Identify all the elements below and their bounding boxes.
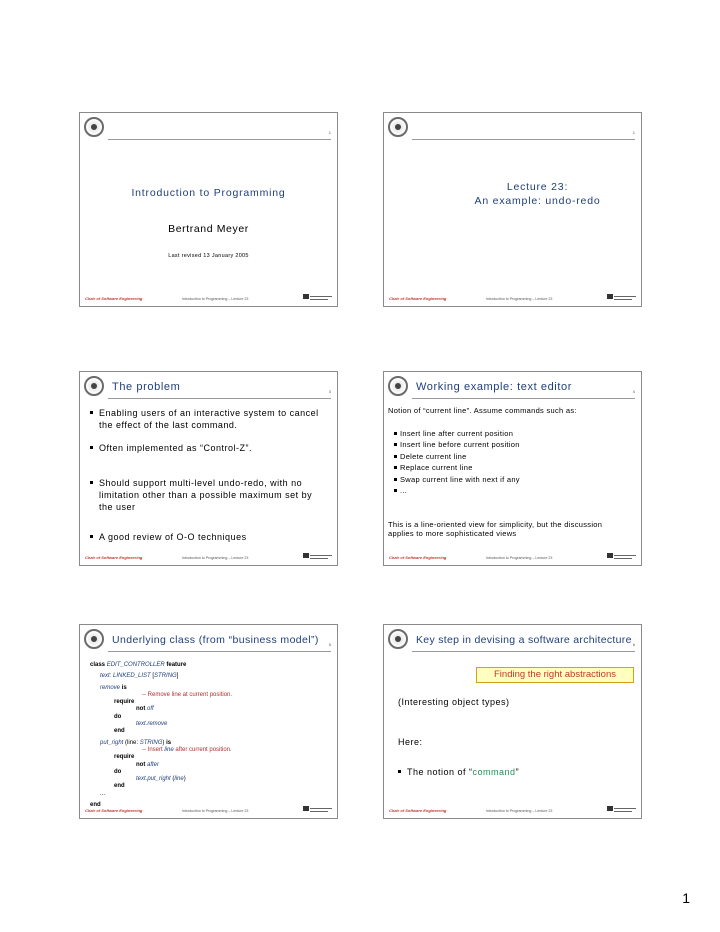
slide-title: Introduction to Programming <box>131 187 286 199</box>
slide-title: Underlying class (from “business model”) <box>112 634 319 646</box>
eth-logo-icon <box>84 629 104 649</box>
eth-logo-icon <box>84 376 104 396</box>
slide-3 <box>79 371 338 566</box>
slide-number: 1 <box>632 130 635 135</box>
header-rule <box>108 398 331 399</box>
footer-chair: Chair of Software Engineering <box>389 555 447 560</box>
eth-logo-icon <box>388 117 408 137</box>
slide-number: 3 <box>328 389 331 394</box>
command-item: Insert line after current position <box>394 429 513 438</box>
header-rule <box>412 398 635 399</box>
slide-6 <box>383 624 642 819</box>
footer-chair: Chair of Software Engineering <box>85 808 143 813</box>
author-name: Bertrand Meyer <box>168 223 249 235</box>
here-label: Here: <box>398 737 423 747</box>
intro-text: Notion of “current line”. Assume commands such as: <box>388 406 577 415</box>
eth-wordmark-icon <box>607 553 636 561</box>
slide-footer <box>389 552 636 561</box>
slide-footer <box>85 805 332 814</box>
footer-chair: Chair of Software Engineering <box>389 808 447 813</box>
footer-course: Introduction to Programming – Lecture 23 <box>486 809 553 813</box>
footer-chair: Chair of Software Engineering <box>85 555 143 560</box>
footer-course: Introduction to Programming – Lecture 23 <box>182 809 249 813</box>
bullet-item: Often implemented as “Control-Z”. <box>90 442 330 454</box>
slide-footer <box>389 293 636 302</box>
eth-logo-icon <box>388 629 408 649</box>
slide-footer <box>85 293 332 302</box>
eth-wordmark-icon <box>607 294 636 302</box>
command-item: ... <box>394 486 407 495</box>
slide-number: 4 <box>632 389 635 394</box>
footer-course: Introduction to Programming – Lecture 23 <box>182 297 249 301</box>
header-rule <box>108 139 331 140</box>
command-item: Replace current line <box>394 463 473 472</box>
eth-logo-icon <box>388 376 408 396</box>
command-item: Delete current line <box>394 452 467 461</box>
bullet-item: A good review of O-O techniques <box>90 531 330 543</box>
outro-text: This is a line-oriented view for simplicity, but the discussion applies to more sophisticated views <box>388 520 603 538</box>
eth-wordmark-icon <box>303 553 332 561</box>
footer-chair: Chair of Software Engineering <box>85 296 143 301</box>
command-item: Insert line before current position <box>394 440 520 449</box>
slide-number: 6 <box>632 642 635 647</box>
slide-title: Working example: text editor <box>416 381 572 393</box>
page-number: 1 <box>682 890 690 906</box>
slide-footer <box>85 552 332 561</box>
slide-2 <box>383 112 642 307</box>
command-keyword: command <box>472 767 516 777</box>
slide-title: The problem <box>112 381 181 393</box>
slide-5 <box>79 624 338 819</box>
slide-footer <box>389 805 636 814</box>
code-block: class EDIT_CONTROLLER feature text: LINKED_LIST [STRING] remove is -- Remove line at current position. require not off do text.remove end put_right (line: STRING) is -- Insert line after current position. require not after do text.put_right (line) end ... end <box>90 662 233 809</box>
footer-course: Introduction to Programming – Lecture 23 <box>486 297 553 301</box>
slide-title: Key step in devising a software architecture <box>416 634 632 646</box>
revision-date: Last revised 13 January 2005 <box>168 253 249 259</box>
header-rule <box>108 651 331 652</box>
object-types-note: (Interesting object types) <box>398 697 510 707</box>
footer-chair: Chair of Software Engineering <box>389 296 447 301</box>
eth-wordmark-icon <box>607 806 636 814</box>
slide-1 <box>79 112 338 307</box>
eth-logo-icon <box>84 117 104 137</box>
command-bullet: The notion of “command” <box>398 766 628 778</box>
slide-number: 1 <box>328 130 331 135</box>
header-rule <box>412 139 635 140</box>
lecture-number: Lecture 23: <box>506 181 569 193</box>
bullet-item: Should support multi-level undo-redo, with no limitation other than a possible maximum set by the user <box>90 477 320 513</box>
bullet-item: Enabling users of an interactive system to cancel the effect of the last command. <box>90 407 330 431</box>
footer-course: Introduction to Programming – Lecture 23 <box>182 556 249 560</box>
lecture-title: An example: undo-redo <box>474 195 601 207</box>
command-item: Swap current line with next if any <box>394 475 520 484</box>
footer-course: Introduction to Programming – Lecture 23 <box>486 556 553 560</box>
eth-wordmark-icon <box>303 806 332 814</box>
eth-wordmark-icon <box>303 294 332 302</box>
slide-4 <box>383 371 642 566</box>
header-rule <box>412 651 635 652</box>
highlight-box: Finding the right abstractions <box>476 667 634 683</box>
slide-number: 5 <box>328 642 331 647</box>
